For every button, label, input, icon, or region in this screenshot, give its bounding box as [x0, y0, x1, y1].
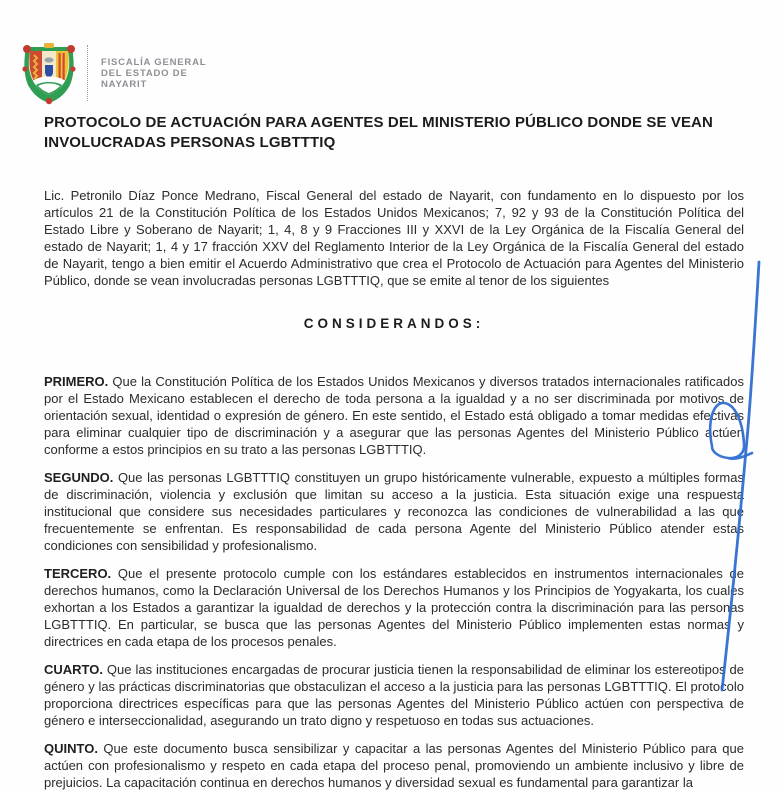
logo-divider	[87, 45, 88, 101]
paragraph-cuarto-label: CUARTO.	[44, 662, 103, 677]
intro-paragraph: Lic. Petronilo Díaz Ponce Medrano, Fiscal General del estado de Nayarit, con fundamento en lo dispuesto por los artículos 21 de la Constitución Política de los Estados Unidos Mexicanos; 7, 92 y 93 de la Constitución Política del Estado Libre y Soberano de Nayarit; 1, 4, 8 y 9 Fracciones III y XXVI de la Ley Orgánica de la Fiscalía General del estado de Nayarit; 1, 4 y 17 fracción XXV del Reglamento Interior de la Ley Orgánica de la Fiscalía General del estado de Nayarit, tengo a bien emitir el Acuerdo Administrativo que crea el Protocolo de Actuación para Agentes del Ministerio Público, donde se vean involucradas personas LGBTTTIQ, que se emite al tenor de los siguientes	[44, 188, 744, 288]
paragraph-segundo-label: SEGUNDO.	[44, 470, 114, 485]
paragraph-quinto	[44, 740, 744, 791]
paragraph-tercero-label: TERCERO.	[44, 566, 112, 581]
org-line-1: FISCALÍA GENERAL	[101, 56, 207, 68]
paragraph-cuarto	[44, 661, 744, 729]
scan-cutoff-strip	[0, 790, 784, 806]
paragraph-tercero-text: Que el presente protocolo cumple con los estándares establecidos en instrumentos internacionales de derechos humanos, como la Declaración Universal de los Derechos Humanos y los Principios de Yogyakarta, los cuales exhortan a los Estados a garantizar la igualdad de derechos y la protección contra la discriminación para las personas LGBTTTIQ. En particular, se busca que las personas Agentes del Ministerio Público implementen estas normas y directrices en cada etapa de los procesos penales.	[44, 566, 744, 649]
paragraph-primero-label: PRIMERO.	[44, 374, 109, 389]
document-body	[44, 187, 744, 802]
paragraph-segundo	[44, 469, 744, 554]
paragraph-segundo-text: Que las personas LGBTTTIQ constituyen un grupo históricamente vulnerable, expuesto a múltiples formas de discriminación, violencia y exclusión que limitan su acceso a la justicia. Esta situación exige una respuesta institucional que considere sus necesidades particulares y reconozca las condiciones de vulnerabilidad a las que frecuentemente se enfrentan. Es responsabilidad de cada persona Agente del Ministerio Público atender estas condiciones con sensibilidad y profesionalismo.	[44, 470, 744, 553]
paragraph-cuarto-text: Que las instituciones encargadas de procurar justicia tienen la responsabilidad de eliminar los estereotipos de género y las prácticas discriminatorias que obstaculizan el acceso a la justicia para las personas LGBTTTIQ. El protocolo proporciona directrices específicas para que las personas Agentes del Ministerio Público actúen con perspectiva de género e interseccionalidad, asegurando un trato digno y respetuoso en todas sus actuaciones.	[44, 662, 744, 728]
organization-name	[101, 57, 206, 90]
paragraph-quinto-text: Que este documento busca sensibilizar y capacitar a las personas Agentes del Ministerio Público para que actúen con profesionalismo y respeto en cada etapa del proceso penal, promoviendo un ambiente inclusivo y libre de prejuicios. La capacitación continua en derechos humanos y diversidad sexual es fundamental para garantizar la	[44, 741, 744, 790]
paragraph-quinto-label: QUINTO.	[44, 741, 98, 756]
org-line-2: DEL ESTADO DE	[101, 67, 188, 79]
paragraph-primero-text: Que la Constitución Política de los Estados Unidos Mexicanos y diversos tratados internacionales ratificados por el Estado Mexicano establecen el derecho de toda persona a la igualdad y a no ser discriminada por motivos de orientación sexual, identidad o expresión de género. En este sentido, el Estado está obligado a tomar medidas efectivas para eliminar cualquier tipo de discriminación y a asegurar que las personas Agentes del Ministerio Público actúen conforme a estos principios en su trato a las personas LGBTTTIQ.	[44, 374, 744, 457]
paragraph-tercero	[44, 565, 744, 650]
section-heading-considerandos: CONSIDERANDOS:	[303, 316, 485, 331]
paragraph-primero	[44, 373, 744, 458]
document-title: PROTOCOLO DE ACTUACIÓN PARA AGENTES DEL MINISTERIO PÚBLICO DONDE SE VEAN INVOLUCRADAS PERSONAS LGBTTTIQ	[44, 114, 713, 151]
letterhead	[20, 41, 206, 105]
nayarit-coat-of-arms-icon	[20, 41, 78, 105]
org-line-3: NAYARIT	[101, 78, 148, 90]
